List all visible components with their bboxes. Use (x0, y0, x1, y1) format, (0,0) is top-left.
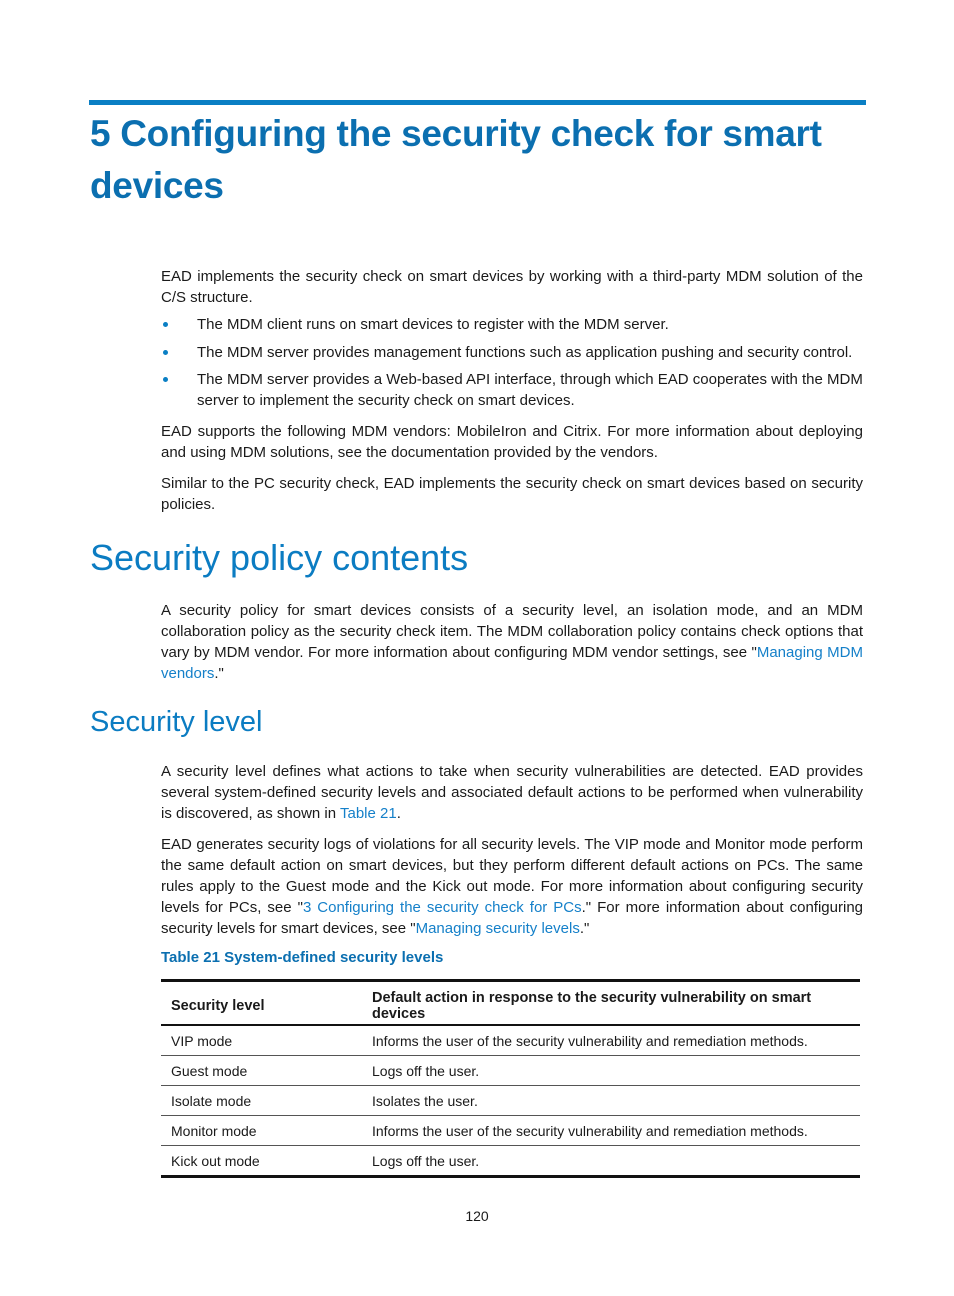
cell-level: Monitor mode (161, 1116, 362, 1146)
cell-level: Isolate mode (161, 1086, 362, 1116)
header-security-level: Security level (161, 981, 362, 1026)
intro-paragraph-2: EAD supports the following MDM vendors: MobileIron and Citrix. For more information about deploying and using MDM solutions, see the documentation provided by the vendors. (161, 423, 863, 461)
level-paragraph-1 (161, 761, 863, 824)
cell-action: Informs the user of the security vulnerability and remediation methods. (362, 1025, 860, 1056)
section-title-policy: Security policy contents (90, 537, 469, 578)
bullet-icon (163, 377, 168, 382)
list-item (161, 342, 863, 363)
chapter-title: 5 Configuring the security check for smart devices (90, 113, 822, 206)
list-item-text: The MDM client runs on smart devices to register with the MDM server. (197, 316, 669, 333)
table-row (161, 1116, 860, 1146)
level-text-end: . (396, 805, 401, 822)
table-row (161, 1056, 860, 1086)
table-header-row (161, 981, 860, 1026)
intro-paragraph-1: EAD implements the security check on smart devices by working with a third-party MDM solution of the C/S structure. (161, 268, 863, 306)
level-text: A security level defines what actions to take when security vulnerabilities are detected. EAD provides several system-defined security levels and associated default actions to be performed when vulnerability is discovered, as shown in (161, 763, 863, 822)
list-item-text: The MDM server provides a Web-based API interface, through which EAD cooperates with the MDM server to implement the security check on smart devices. (197, 371, 863, 409)
table-row (161, 1025, 860, 1056)
header-default-action: Default action in response to the security vulnerability on smart devices (362, 981, 860, 1026)
cell-action: Logs off the user. (362, 1056, 860, 1086)
configuring-security-check-pcs-link[interactable]: 3 Configuring the security check for PCs (302, 899, 582, 916)
cell-level: Kick out mode (161, 1146, 362, 1177)
list-item (161, 369, 863, 411)
cell-action: Isolates the user. (362, 1086, 860, 1116)
cell-action: Logs off the user. (362, 1146, 860, 1177)
level-text-b: ." For more information about configuring security levels for smart devices, see " (161, 899, 863, 937)
table-row (161, 1146, 860, 1177)
bullet-icon (163, 322, 168, 327)
policy-text-end: ." (214, 665, 224, 682)
level-paragraph-2 (161, 834, 863, 939)
cell-level: VIP mode (161, 1025, 362, 1056)
managing-mdm-vendors-link[interactable]: Managing MDM vendors (161, 644, 863, 682)
level-text-a: EAD generates security logs of violations for all security levels. The VIP mode and Monitor mode perform the same default action on smart devices, but they perform different default actions on PCs. The same rules apply to the Guest mode and the Kick out mode. For more information about configuring security levels for PCs, see " (161, 836, 863, 916)
intro-paragraph-3: Similar to the PC security check, EAD implements the security check on smart devices based on security policies. (161, 475, 863, 513)
section-title-level: Security level (90, 706, 263, 738)
table-row (161, 1086, 860, 1116)
bullet-icon (163, 350, 168, 355)
list-item (161, 314, 863, 335)
policy-paragraph (161, 600, 863, 684)
page-number: 120 (465, 1208, 489, 1224)
chapter-rule (89, 100, 866, 105)
table-21-link[interactable]: Table 21 (339, 805, 397, 822)
table-caption: Table 21 System-defined security levels (161, 949, 444, 966)
level-text-c: ." (579, 920, 590, 937)
policy-text: A security policy for smart devices consists of a security level, an isolation mode, and an MDM collaboration policy as the security check item. The MDM collaboration policy contains check options that vary by MDM vendor. For more information about configuring MDM vendor settings, see " (161, 602, 863, 661)
security-levels-table (161, 979, 860, 1178)
cell-action: Informs the user of the security vulnerability and remediation methods. (362, 1116, 860, 1146)
cell-level: Guest mode (161, 1056, 362, 1086)
list-item-text: The MDM server provides management functions such as application pushing and security control. (197, 344, 853, 361)
managing-security-levels-link[interactable]: Managing security levels (415, 920, 580, 937)
